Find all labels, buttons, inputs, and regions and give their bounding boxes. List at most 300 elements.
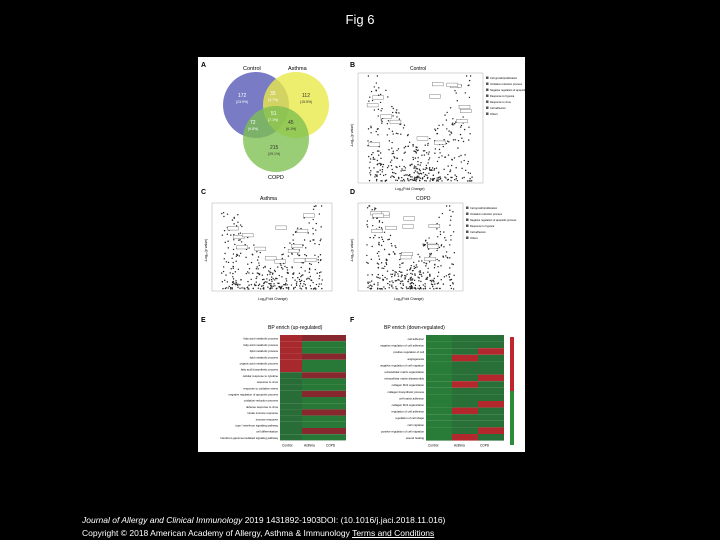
heatmap-cell xyxy=(324,416,346,422)
volcano-point xyxy=(417,288,418,289)
heatmap-cell xyxy=(324,434,346,440)
volcano-point xyxy=(460,126,461,127)
volcano-point xyxy=(275,271,276,272)
heatmap-cell xyxy=(302,385,324,391)
volcano-point xyxy=(232,219,233,220)
volcano-point xyxy=(315,288,316,289)
volcano-point xyxy=(414,280,415,281)
heatmap-term: angiogenesis xyxy=(407,356,424,361)
volcano-point xyxy=(440,265,441,266)
volcano-point xyxy=(411,285,412,286)
volcano-point xyxy=(223,266,224,267)
volcano-point xyxy=(400,281,401,282)
volcano-point xyxy=(248,288,249,289)
heatmap-cell xyxy=(302,397,324,403)
volcano-point xyxy=(240,279,241,280)
volcano-point xyxy=(391,276,392,277)
gene-label-box xyxy=(297,229,308,233)
volcano-point xyxy=(468,139,469,140)
volcano-point xyxy=(465,92,466,93)
heatmap-cell xyxy=(280,360,302,366)
volcano-point xyxy=(299,273,300,274)
volcano-point xyxy=(303,217,304,218)
volcano-point xyxy=(319,272,320,273)
volcano-point xyxy=(393,172,394,173)
volcano-point xyxy=(382,222,383,223)
volcano-point xyxy=(446,275,447,276)
volcano-point xyxy=(416,152,417,153)
volcano-point xyxy=(235,271,236,272)
volcano-point xyxy=(383,286,384,287)
volcano-point xyxy=(428,151,429,152)
volcano-point xyxy=(256,276,257,277)
volcano-point xyxy=(296,283,297,284)
journal-name: Journal of Allergy and Clinical Immunology xyxy=(82,515,243,525)
volcano-point xyxy=(431,170,432,171)
volcano-point xyxy=(381,267,382,268)
volcano-point xyxy=(301,288,302,289)
volcano-point xyxy=(233,223,234,224)
volcano-point xyxy=(456,178,457,179)
volcano-point xyxy=(454,90,455,91)
volcano-point xyxy=(438,171,439,172)
gene-label-box xyxy=(373,214,384,218)
gene-label-box xyxy=(404,217,415,221)
heatmap-cell xyxy=(452,434,478,441)
volcano-point xyxy=(234,218,235,219)
heatmap-term: response to virus xyxy=(256,380,278,385)
volcano-point xyxy=(469,180,470,181)
volcano-point xyxy=(378,155,379,156)
volcano-point xyxy=(384,277,385,278)
volcano-point xyxy=(438,157,439,158)
venn-count: 72 xyxy=(250,120,256,126)
volcano-point xyxy=(227,241,228,242)
volcano-point xyxy=(419,271,420,272)
volcano-point xyxy=(433,288,434,289)
volcano-point xyxy=(314,243,315,244)
volcano-point xyxy=(396,157,397,158)
volcano-point xyxy=(418,177,419,178)
volcano-point xyxy=(372,274,373,275)
volcano-point xyxy=(468,126,469,127)
volcano-point xyxy=(393,133,394,134)
volcano-point xyxy=(233,239,234,240)
volcano-point xyxy=(411,176,412,177)
volcano-point xyxy=(448,179,449,180)
volcano-point xyxy=(253,288,254,289)
volcano-point xyxy=(441,180,442,181)
volcano-point xyxy=(410,165,411,166)
heatmap-term: cellular response to cytokine xyxy=(242,373,278,378)
volcano-point xyxy=(369,96,370,97)
terms-link[interactable]: Terms and Conditions xyxy=(352,528,435,538)
volcano-point xyxy=(319,213,320,214)
volcano-point xyxy=(458,140,459,141)
volcano-point xyxy=(266,281,267,282)
volcano-point xyxy=(312,239,313,240)
volcano-point xyxy=(299,281,300,282)
volcano-point xyxy=(320,254,321,255)
volcano-point xyxy=(282,258,283,259)
volcano-point xyxy=(235,280,236,281)
volcano-point xyxy=(375,89,376,90)
volcano-point xyxy=(395,280,396,281)
volcano-point xyxy=(238,239,239,240)
volcano-point xyxy=(415,166,416,167)
volcano-point xyxy=(427,143,428,144)
heatmap-cell xyxy=(324,372,346,378)
volcano-point xyxy=(378,243,379,244)
volcano-point xyxy=(273,278,274,279)
volcano-point xyxy=(403,179,404,180)
volcano-point xyxy=(304,239,305,240)
heatmap-cell xyxy=(324,354,346,360)
volcano-point xyxy=(399,118,400,119)
volcano-point xyxy=(429,157,430,158)
volcano-point xyxy=(411,164,412,165)
volcano-point xyxy=(376,82,377,83)
volcano-point xyxy=(247,271,248,272)
volcano-point xyxy=(241,226,242,227)
volcano-point xyxy=(438,217,439,218)
gene-label-box xyxy=(403,225,414,229)
volcano-point xyxy=(424,180,425,181)
venn-pct: (4.7%) xyxy=(268,98,279,102)
volcano-point xyxy=(371,154,372,155)
volcano-point xyxy=(260,252,261,253)
volcano-point xyxy=(247,263,248,264)
heatmap-term: wound healing xyxy=(405,435,424,440)
volcano-point xyxy=(416,266,417,267)
volcano-point xyxy=(449,257,450,258)
volcano-point xyxy=(231,268,232,269)
volcano-point xyxy=(454,174,455,175)
volcano-point xyxy=(383,175,384,176)
heatmap-cell xyxy=(452,421,478,428)
volcano-point xyxy=(421,276,422,277)
heatmap-term: negative regulation of apoptotic process xyxy=(228,392,278,397)
heatmap-cell xyxy=(426,361,452,368)
volcano-point xyxy=(394,245,395,246)
volcano-point xyxy=(293,273,294,274)
volcano-point xyxy=(463,177,464,178)
volcano-point xyxy=(370,174,371,175)
volcano-point xyxy=(394,273,395,274)
volcano-point xyxy=(288,288,289,289)
heatmap-term: lipid metabolic process xyxy=(249,349,278,354)
heatmap-cell xyxy=(324,385,346,391)
volcano-point xyxy=(423,168,424,169)
heatmap-cell xyxy=(452,368,478,375)
heatmap-term: fatty acid biosynthetic process xyxy=(240,367,278,372)
gene-label-box xyxy=(425,257,436,261)
gene-label-box xyxy=(288,249,299,253)
volcano-point xyxy=(379,259,380,260)
legend-swatch xyxy=(466,219,469,222)
volcano-point xyxy=(259,273,260,274)
volcano-point xyxy=(403,166,404,167)
volcano-point xyxy=(388,165,389,166)
volcano-point xyxy=(370,132,371,133)
volcano-point xyxy=(453,139,454,140)
volcano-point xyxy=(248,272,249,273)
volcano-point xyxy=(408,288,409,289)
volcano-point xyxy=(395,286,396,287)
volcano-point xyxy=(455,167,456,168)
volcano-point xyxy=(391,165,392,166)
volcano-point xyxy=(454,123,455,124)
volcano-point xyxy=(405,174,406,175)
legend-swatch xyxy=(466,207,469,210)
legend-swatch xyxy=(486,107,489,110)
volcano-point xyxy=(391,175,392,176)
svg-text:C: C xyxy=(201,189,207,196)
volcano-point xyxy=(423,288,424,289)
volcano-point xyxy=(433,175,434,176)
volcano-point xyxy=(416,147,417,148)
volcano-point xyxy=(394,271,395,272)
volcano-point xyxy=(391,169,392,170)
volcano-point xyxy=(436,167,437,168)
volcano-point xyxy=(291,284,292,285)
heatmap-cell xyxy=(478,355,504,362)
volcano-point xyxy=(232,284,233,285)
volcano-point xyxy=(295,232,296,233)
volcano-point xyxy=(267,286,268,287)
volcano-point xyxy=(403,127,404,128)
volcano-point xyxy=(384,266,385,267)
volcano-point xyxy=(425,244,426,245)
volcano-point xyxy=(415,288,416,289)
volcano-point xyxy=(226,261,227,262)
volcano-point xyxy=(449,267,450,268)
volcano-point xyxy=(436,179,437,180)
volcano-point xyxy=(228,262,229,263)
volcano-point xyxy=(427,178,428,179)
volcano-point xyxy=(368,75,369,76)
volcano-point xyxy=(292,248,293,249)
volcano-point xyxy=(435,130,436,131)
volcano-point xyxy=(453,288,454,289)
volcano-point xyxy=(273,283,274,284)
volcano-point xyxy=(450,107,451,108)
heatmap-cell xyxy=(426,381,452,388)
volcano-point xyxy=(372,246,373,247)
volcano-point xyxy=(388,254,389,255)
heatmap-term: defense response to virus xyxy=(245,404,278,409)
volcano-point xyxy=(443,146,444,147)
volcano-point xyxy=(414,178,415,179)
gene-label-box xyxy=(447,83,458,87)
heatmap-cell xyxy=(324,397,346,403)
volcano-point xyxy=(401,276,402,277)
volcano-point xyxy=(461,138,462,139)
heatmap-cell xyxy=(426,368,452,375)
volcano-point xyxy=(393,108,394,109)
heatmap-cell xyxy=(452,335,478,342)
volcano-point xyxy=(463,160,464,161)
heatmap-cell xyxy=(302,366,324,372)
volcano-point xyxy=(440,178,441,179)
heatmap-cell xyxy=(426,348,452,355)
volcano-point xyxy=(387,270,388,271)
volcano-point xyxy=(400,283,401,284)
volcano-point xyxy=(440,234,441,235)
volcano-point xyxy=(423,244,424,245)
heatmap-cell xyxy=(426,427,452,434)
volcano-point xyxy=(367,274,368,275)
volcano-point xyxy=(431,281,432,282)
volcano-point xyxy=(419,274,420,275)
heatmap-cell xyxy=(280,422,302,428)
heatmap-term: positive regulation of cell xyxy=(393,350,424,355)
volcano-point xyxy=(395,247,396,248)
volcano-point xyxy=(286,267,287,268)
volcano-point xyxy=(380,174,381,175)
volcano-point xyxy=(318,256,319,257)
legend-item: Cell growth/proliferation xyxy=(470,207,498,210)
venn-pct: (29.1%) xyxy=(268,152,281,156)
volcano-point xyxy=(237,214,238,215)
volcano-point xyxy=(407,179,408,180)
volcano-point xyxy=(380,180,381,181)
volcano-point xyxy=(445,239,446,240)
heatmap-cell xyxy=(280,434,302,440)
volcano-point xyxy=(306,255,307,256)
volcano-point xyxy=(367,283,368,284)
volcano-point xyxy=(281,254,282,255)
volcano-point xyxy=(377,287,378,288)
legend-swatch xyxy=(486,95,489,98)
copyright: Copyright © 2018 American Academy of Allergy, Asthma & Immunology xyxy=(82,528,350,538)
volcano-point xyxy=(438,125,439,126)
volcano-point xyxy=(429,253,430,254)
volcano-point xyxy=(387,123,388,124)
volcano-point xyxy=(421,260,422,261)
volcano-point xyxy=(381,121,382,122)
volcano-point xyxy=(446,143,447,144)
volcano-point xyxy=(235,282,236,283)
volcano-point xyxy=(238,269,239,270)
volcano-point xyxy=(291,266,292,267)
volcano-point xyxy=(414,177,415,178)
volcano-point xyxy=(394,177,395,178)
volcano-point xyxy=(420,164,421,165)
volcano-point xyxy=(413,266,414,267)
volcano-point xyxy=(310,240,311,241)
volcano-point xyxy=(393,153,394,154)
volcano-point xyxy=(408,279,409,280)
volcano-point xyxy=(451,159,452,160)
volcano-point xyxy=(374,86,375,87)
legend-item: Negative regulation of apoptotic process xyxy=(490,89,537,92)
volcano-point xyxy=(425,265,426,266)
volcano-point xyxy=(433,280,434,281)
heatmap-cell xyxy=(280,416,302,422)
heatmap-cell xyxy=(302,360,324,366)
volcano-point xyxy=(251,262,252,263)
volcano-point xyxy=(395,180,396,181)
volcano-point xyxy=(441,279,442,280)
volcano-point xyxy=(413,283,414,284)
volcano-point xyxy=(378,109,379,110)
volcano-point xyxy=(391,142,392,143)
volcano-point xyxy=(312,282,313,283)
volcano-point xyxy=(454,252,455,253)
volcano-point xyxy=(429,256,430,257)
volcano-point xyxy=(388,149,389,150)
volcano-point xyxy=(374,159,375,160)
legend-item: Response to hypoxia xyxy=(490,95,515,98)
heatmap-term: cell-matrix adhesion xyxy=(399,396,424,401)
venn-count: 45 xyxy=(288,120,294,126)
volcano-point xyxy=(279,275,280,276)
volcano-point xyxy=(381,108,382,109)
volcano-point xyxy=(230,272,231,273)
volcano-point xyxy=(277,266,278,267)
volcano-point xyxy=(258,285,259,286)
volcano-point xyxy=(239,288,240,289)
volcano-point xyxy=(371,259,372,260)
volcano-point xyxy=(239,284,240,285)
volcano-point xyxy=(433,281,434,282)
volcano-point xyxy=(391,286,392,287)
volcano-point xyxy=(401,168,402,169)
volcano-point xyxy=(405,151,406,152)
volcano-point xyxy=(467,180,468,181)
volcano-point xyxy=(417,171,418,172)
volcano-point xyxy=(412,145,413,146)
volcano-point xyxy=(389,281,390,282)
volcano-point xyxy=(445,255,446,256)
gene-label-box xyxy=(372,229,383,233)
volcano-point xyxy=(423,150,424,151)
heatmap-cell xyxy=(302,335,324,341)
volcano-point xyxy=(387,167,388,168)
panel-a xyxy=(201,62,329,181)
volcano-point xyxy=(313,233,314,234)
legend-item: Negative regulation of apoptotic process xyxy=(470,219,517,222)
heatmap-cell xyxy=(426,342,452,349)
panel-c-title: Asthma xyxy=(260,196,277,202)
heatmap-cell xyxy=(302,354,324,360)
volcano-point xyxy=(409,142,410,143)
volcano-point xyxy=(373,237,374,238)
volcano-point xyxy=(288,255,289,256)
volcano-point xyxy=(455,139,456,140)
volcano-point xyxy=(381,288,382,289)
volcano-point xyxy=(377,253,378,254)
volcano-point xyxy=(391,285,392,286)
volcano-point xyxy=(229,286,230,287)
volcano-point xyxy=(320,238,321,239)
volcano-point xyxy=(413,150,414,151)
heatmap-cell xyxy=(302,434,324,440)
volcano-point xyxy=(237,254,238,255)
volcano-point xyxy=(226,287,227,288)
volcano-point xyxy=(412,180,413,181)
volcano-point xyxy=(318,286,319,287)
volcano-point xyxy=(385,288,386,289)
heatmap-term: organic acid metabolic process xyxy=(239,361,278,366)
volcano-point xyxy=(256,281,257,282)
heatmap-cell xyxy=(302,409,324,415)
volcano-point xyxy=(376,276,377,277)
volcano-point xyxy=(245,257,246,258)
venn-label-asthma: Asthma xyxy=(288,66,307,72)
volcano-point xyxy=(438,180,439,181)
